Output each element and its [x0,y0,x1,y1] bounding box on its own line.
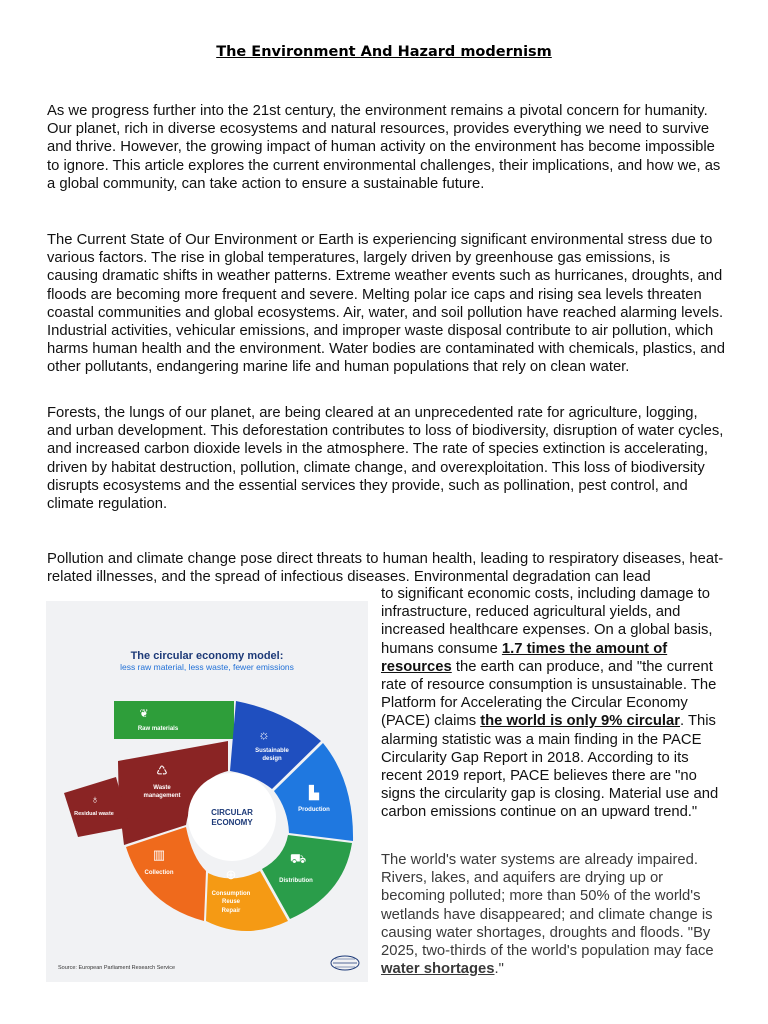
p5-text-1: to significant economic costs, including damage to infrastructure, reduced agricultural yields, and increased healthcare expenses. On a global basis, humans consume [381,586,713,657]
trolley-icon: ⛟ [289,851,307,866]
factory-icon: ▙ [309,785,319,800]
segment-raw-materials [114,701,234,739]
infographic-subheading: less raw material, less waste, fewer emissions [120,662,294,672]
segment-label-design-2: design [262,756,282,762]
segment-label-production: Production [298,807,330,813]
p6-text-1: The world's water systems are already impaired. Rivers, lakes, and aquifers are drying up or becoming polluted; more than 50% of the world's wetlands have disappeared; and climate change is causing water shortages, droughts and floods. "By 2025, two-thirds of the world's population may face [381,852,714,960]
segment-label-waste-2: management [143,793,181,799]
segment-label-raw-materials: Raw materials [137,726,179,732]
p6-text-2: ." [494,961,504,978]
segment-label-consumption-1: Consumption [211,891,251,897]
segment-label-collection: Collection [144,870,174,876]
paragraph-economic-costs [381,585,727,822]
link-resources[interactable]: 1.7 times the amount of resources [381,640,668,675]
crosshair-icon: ⊕ [225,867,237,882]
paragraph-forests: Forests, the lungs of our planet, are being cleared at an unprecedented rate for agriculture, logging, and urban development. This deforestation contributes to loss of biodiversity, disruption of water cycles, and increased carbon dioxide levels in the atmosphere. The rate of species extinction is accelerating, driven by habitat destruction, pollution, climate change, and overexploitation. This loss of biodiversity disrupts ecosystems and the essential services they provide, such as pollination, pest control, and climate regulation. [47,405,724,513]
bin-icon: ▥ [152,847,166,862]
lightbulb-icon: ☼ [258,727,270,742]
segment-label-distribution: Distribution [279,878,313,884]
icon-leaves: ❦ [139,708,149,720]
p5-text-3: . This alarming statistic was a main finding in the PACE Circularity Gap Report in 2018. According to its recent 2019 report, PACE believes there are "no signs the circularity gap is closing. Material use and carbon emissions continue on an upward trend." [381,713,719,821]
sack-icon: ♁ [90,794,100,806]
p5-text-2: the earth can produce, and "the current rate of resource consumption is unsustainable. The Platform for Accelerating the Circular Economy (PACE) claims [381,658,717,730]
recycle-icon: ♺ [156,763,168,778]
link-circularity[interactable]: the world is only 9% circular [480,713,681,730]
infographic-source: Source: European Parliament Research Service [58,965,176,971]
paragraph-intro: As we progress further into the 21st century, the environment remains a pivotal concern for humanity. Our planet, rich in diverse ecosystems and natural resources, provides everything we need to survive and thrive. However, the growing impact of human activity on the environment has become impossible to ignore. This article explores the current environmental challenges, their implications, and how we, as a global community, can take action to ensure a sustainable future. [47,103,721,192]
paragraph-current-state: The Current State of Our Environment or Earth is experiencing significant environmental stress due to various factors. The rise in global temperatures, largely driven by greenhouse gas emissions, is causing dramatic shifts in weather patterns. Extreme weather events such as hurricanes, droughts, and floods are becoming more frequent and severe. Melting polar ice caps and rising sea levels threaten coastal communities and global ecosystems. Air, water, and soil pollution have reached alarming levels. Industrial activities, vehicular emissions, and improper waste disposal contribute to air pollution, which harms human health and the environment. Water bodies are contaminated with chemicals, plastics, and other pollutants, endangering marine life and human populations that rely on clean water. [47,232,725,376]
center-label-2: ECONOMY [211,818,253,827]
segment-label-consumption-3: Repair [221,908,241,914]
segment-label-design-1: Sustainable [255,748,289,754]
segment-label-residual: Residual waste [74,811,114,817]
document-title: The Environment And Hazard modernism [216,44,552,60]
center-circle [188,773,276,861]
segment-label-waste-1: Waste [153,785,171,791]
paragraph-water-systems [381,851,727,978]
segment-label-consumption-2: Reuse [221,899,241,905]
circular-economy-infographic [46,601,368,982]
center-label-1: CIRCULAR [211,808,253,817]
link-water-shortages[interactable]: water shortages [381,961,495,978]
paragraph-health: Pollution and climate change pose direct threats to human health, leading to respiratory diseases, heat-related illnesses, and the spread of infectious diseases. Environmental degradation can lead [47,551,724,586]
infographic-heading: The circular economy model: [130,650,284,662]
